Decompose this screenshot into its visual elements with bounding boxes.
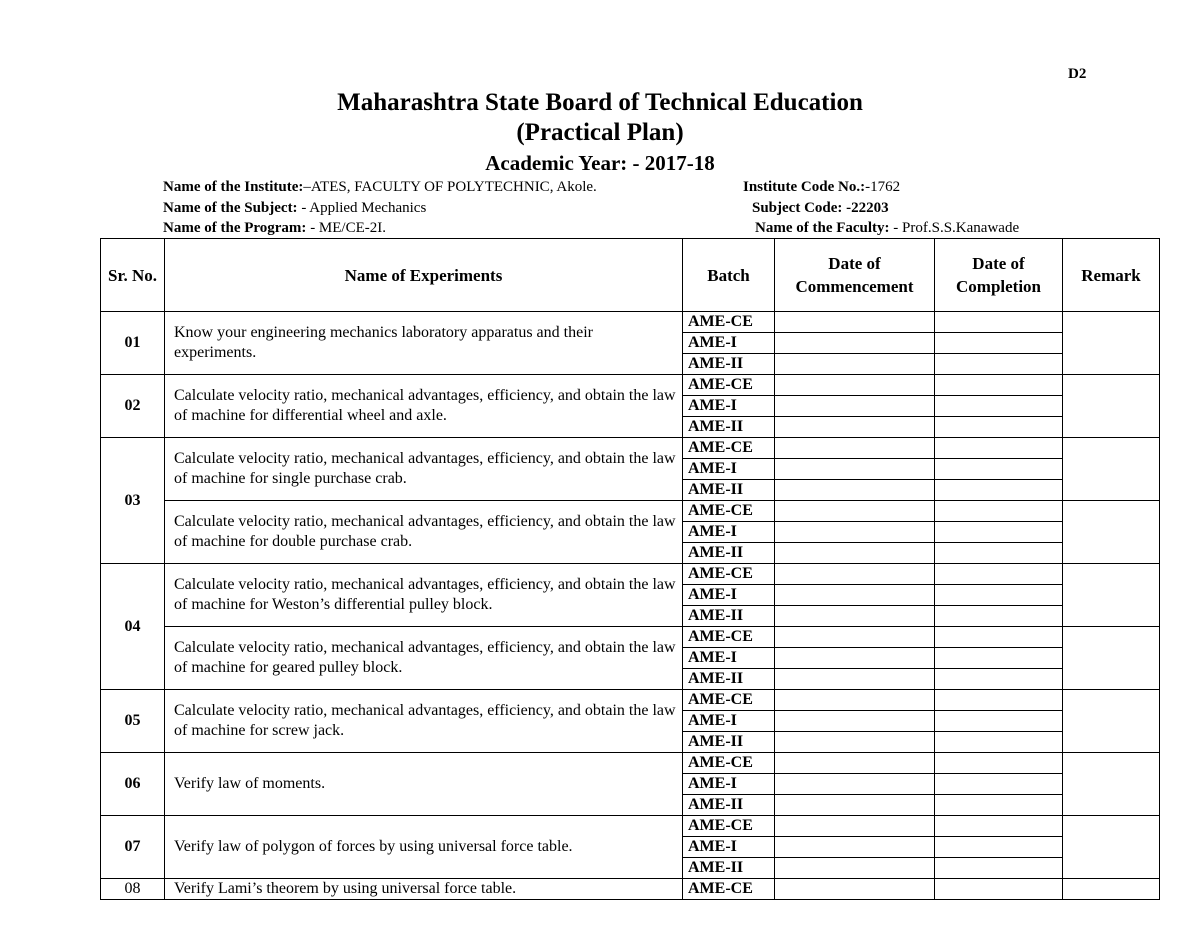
date-completion-cell[interactable] [935, 417, 1063, 438]
batch-cell: AME-I [683, 585, 775, 606]
table-row [101, 753, 1160, 774]
date-commencement-cell[interactable] [775, 585, 935, 606]
date-commencement-cell[interactable] [775, 522, 935, 543]
date-completion-cell[interactable] [935, 690, 1063, 711]
date-commencement-cell[interactable] [775, 732, 935, 753]
sr-no-cell: 08 [101, 879, 165, 900]
batch-cell: AME-CE [683, 564, 775, 585]
batch-cell: AME-CE [683, 375, 775, 396]
batch-cell: AME-I [683, 396, 775, 417]
experiment-name-cell: Calculate velocity ratio, mechanical advantages, efficiency, and obtain the law of machine for screw jack. [165, 690, 683, 753]
date-completion-cell[interactable] [935, 312, 1063, 333]
batch-cell: AME-II [683, 732, 775, 753]
date-completion-cell[interactable] [935, 564, 1063, 585]
table-row [101, 627, 1160, 648]
practical-plan-table [100, 238, 1160, 900]
date-completion-cell[interactable] [935, 711, 1063, 732]
date-commencement-cell[interactable] [775, 501, 935, 522]
batch-cell: AME-CE [683, 627, 775, 648]
date-commencement-cell[interactable] [775, 354, 935, 375]
date-completion-cell[interactable] [935, 501, 1063, 522]
table-row [101, 375, 1160, 396]
remark-cell[interactable] [1063, 438, 1160, 501]
faculty-label: Name of the Faculty: [755, 220, 890, 236]
date-completion-cell[interactable] [935, 480, 1063, 501]
date-commencement-cell[interactable] [775, 648, 935, 669]
batch-cell: AME-II [683, 858, 775, 879]
date-completion-cell[interactable] [935, 585, 1063, 606]
date-completion-cell[interactable] [935, 774, 1063, 795]
experiment-name-cell: Verify law of polygon of forces by using universal force table. [165, 816, 683, 879]
date-commencement-cell[interactable] [775, 333, 935, 354]
batch-cell: AME-CE [683, 438, 775, 459]
batch-cell: AME-CE [683, 753, 775, 774]
remark-cell[interactable] [1063, 879, 1160, 900]
date-commencement-cell[interactable] [775, 669, 935, 690]
batch-cell: AME-I [683, 333, 775, 354]
sr-no-cell: 05 [101, 690, 165, 753]
institute-name [163, 177, 597, 197]
remark-cell[interactable] [1063, 627, 1160, 690]
date-completion-cell[interactable] [935, 837, 1063, 858]
table-row [101, 879, 1160, 900]
date-commencement-cell[interactable] [775, 312, 935, 333]
remark-cell[interactable] [1063, 501, 1160, 564]
remark-cell[interactable] [1063, 375, 1160, 438]
plan-subtitle: (Practical Plan) [516, 119, 684, 146]
batch-cell: AME-II [683, 669, 775, 690]
header-experiment-name: Name of Experiments [165, 239, 683, 312]
experiment-name-cell: Calculate velocity ratio, mechanical advantages, efficiency, and obtain the law of machine for single purchase crab. [165, 438, 683, 501]
date-completion-cell[interactable] [935, 606, 1063, 627]
date-commencement-cell[interactable] [775, 480, 935, 501]
header-remark: Remark [1063, 239, 1160, 312]
date-completion-cell[interactable] [935, 522, 1063, 543]
date-commencement-cell[interactable] [775, 375, 935, 396]
date-commencement-cell[interactable] [775, 564, 935, 585]
batch-cell: AME-I [683, 459, 775, 480]
date-commencement-cell[interactable] [775, 438, 935, 459]
date-commencement-cell[interactable] [775, 606, 935, 627]
faculty-name [755, 218, 1019, 238]
batch-cell: AME-I [683, 648, 775, 669]
date-commencement-cell[interactable] [775, 858, 935, 879]
table-row [101, 690, 1160, 711]
subject-code-label: Subject Code: [752, 200, 843, 216]
date-completion-cell[interactable] [935, 543, 1063, 564]
batch-cell: AME-I [683, 522, 775, 543]
date-completion-cell[interactable] [935, 396, 1063, 417]
date-completion-cell[interactable] [935, 648, 1063, 669]
experiment-name-cell: Know your engineering mechanics laboratory apparatus and their experiments. [165, 312, 683, 375]
subject-name [163, 198, 426, 218]
batch-cell: AME-CE [683, 879, 775, 900]
batch-cell: AME-II [683, 795, 775, 816]
date-completion-cell[interactable] [935, 816, 1063, 837]
table-row [101, 501, 1160, 522]
date-completion-cell[interactable] [935, 858, 1063, 879]
remark-cell[interactable] [1063, 312, 1160, 375]
experiment-name-cell: Calculate velocity ratio, mechanical advantages, efficiency, and obtain the law of machine for geared pulley block. [165, 627, 683, 690]
date-completion-cell[interactable] [935, 333, 1063, 354]
header-sr-no: Sr. No. [101, 239, 165, 312]
header-date-completion: Date of Completion [935, 239, 1063, 312]
faculty-value: - Prof.S.S.Kanawade [889, 220, 1020, 236]
date-completion-cell[interactable] [935, 354, 1063, 375]
date-commencement-cell[interactable] [775, 690, 935, 711]
table-row [101, 564, 1160, 585]
experiment-name-cell: Calculate velocity ratio, mechanical advantages, efficiency, and obtain the law of machine for differential wheel and axle. [165, 375, 683, 438]
date-commencement-cell[interactable] [775, 837, 935, 858]
experiment-name-cell: Calculate velocity ratio, mechanical advantages, efficiency, and obtain the law of machine for double purchase crab. [165, 501, 683, 564]
subject-code [752, 198, 889, 218]
remark-cell[interactable] [1063, 753, 1160, 816]
date-completion-cell[interactable] [935, 732, 1063, 753]
batch-cell: AME-CE [683, 690, 775, 711]
batch-cell: AME-CE [683, 312, 775, 333]
remark-cell[interactable] [1063, 816, 1160, 879]
date-commencement-cell[interactable] [775, 711, 935, 732]
batch-cell: AME-I [683, 774, 775, 795]
sr-no-cell: 03 [101, 438, 165, 564]
date-commencement-cell[interactable] [775, 396, 935, 417]
institute-code-label: Institute Code No.: [743, 179, 866, 195]
document-code: D2 [1068, 66, 1087, 82]
date-completion-cell[interactable] [935, 879, 1063, 900]
sr-no-cell: 02 [101, 375, 165, 438]
batch-cell: AME-CE [683, 816, 775, 837]
header-batch: Batch [683, 239, 775, 312]
date-commencement-cell[interactable] [775, 816, 935, 837]
batch-cell: AME-II [683, 480, 775, 501]
sr-no-cell: 06 [101, 753, 165, 816]
institute-code-value: -1762 [865, 179, 901, 195]
subject-label: Name of the Subject: [163, 200, 298, 216]
subject-code-value: -22203 [842, 200, 889, 216]
institute-value: –ATES, FACULTY OF POLYTECHNIC, Akole. [303, 179, 597, 195]
table-row [101, 438, 1160, 459]
batch-cell: AME-II [683, 417, 775, 438]
table-body [101, 312, 1160, 900]
sr-no-cell: 01 [101, 312, 165, 375]
date-commencement-cell[interactable] [775, 417, 935, 438]
date-commencement-cell[interactable] [775, 627, 935, 648]
date-completion-cell[interactable] [935, 459, 1063, 480]
date-completion-cell[interactable] [935, 627, 1063, 648]
board-title: Maharashtra State Board of Technical Education [337, 89, 863, 116]
institute-code [743, 177, 900, 197]
batch-cell: AME-II [683, 354, 775, 375]
remark-cell[interactable] [1063, 564, 1160, 627]
program-label: Name of the Program: [163, 220, 307, 236]
date-completion-cell[interactable] [935, 795, 1063, 816]
sr-no-cell: 04 [101, 564, 165, 690]
subject-value: - Applied Mechanics [297, 200, 427, 216]
date-commencement-cell[interactable] [775, 879, 935, 900]
institute-label: Name of the Institute: [163, 179, 304, 195]
date-commencement-cell[interactable] [775, 543, 935, 564]
sr-no-cell: 07 [101, 816, 165, 879]
table-row [101, 816, 1160, 837]
header-date-commencement: Date of Commencement [775, 239, 935, 312]
table-row [101, 312, 1160, 333]
date-commencement-cell[interactable] [775, 459, 935, 480]
batch-cell: AME-II [683, 606, 775, 627]
experiment-name-cell: Calculate velocity ratio, mechanical advantages, efficiency, and obtain the law of machine for Weston’s differential pulley block. [165, 564, 683, 627]
date-commencement-cell[interactable] [775, 795, 935, 816]
table-header-row [101, 239, 1160, 312]
date-completion-cell[interactable] [935, 375, 1063, 396]
date-completion-cell[interactable] [935, 753, 1063, 774]
batch-cell: AME-I [683, 711, 775, 732]
batch-cell: AME-I [683, 837, 775, 858]
date-completion-cell[interactable] [935, 669, 1063, 690]
remark-cell[interactable] [1063, 690, 1160, 753]
batch-cell: AME-II [683, 543, 775, 564]
batch-cell: AME-CE [683, 501, 775, 522]
academic-year: Academic Year: - 2017-18 [485, 151, 715, 175]
experiment-name-cell: Verify Lami’s theorem by using universal force table. [165, 879, 683, 900]
date-completion-cell[interactable] [935, 438, 1063, 459]
program-name [163, 218, 386, 238]
date-commencement-cell[interactable] [775, 753, 935, 774]
date-commencement-cell[interactable] [775, 774, 935, 795]
experiment-name-cell: Verify law of moments. [165, 753, 683, 816]
program-value: - ME/CE-2I. [306, 220, 387, 236]
